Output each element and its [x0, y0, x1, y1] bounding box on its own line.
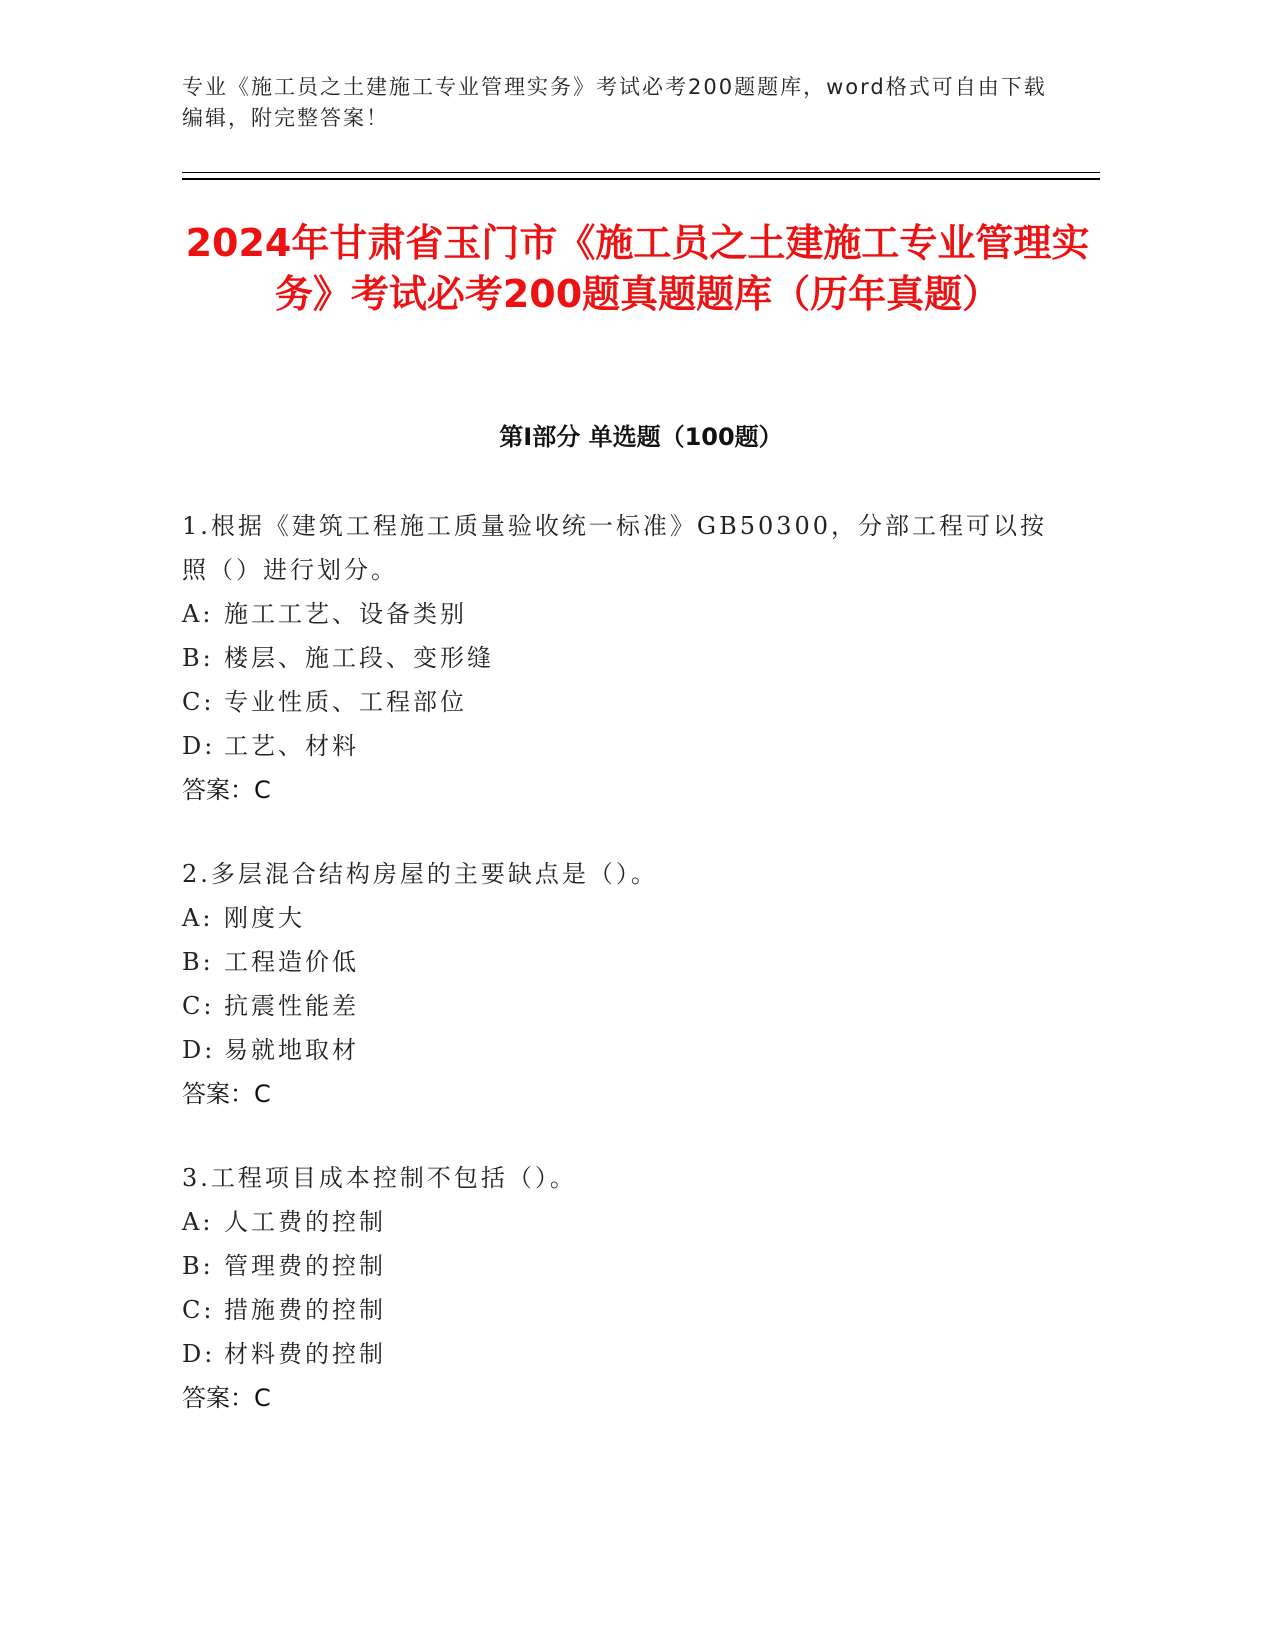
- option-letter: C:: [182, 1296, 215, 1324]
- question-block: [182, 504, 1062, 812]
- option-letter: A:: [182, 904, 214, 932]
- option-text: 易就地取材: [224, 1036, 359, 1064]
- answer-line: 答案：C: [182, 1080, 271, 1108]
- option-letter: A:: [182, 600, 214, 628]
- option-letter: C:: [182, 992, 215, 1020]
- option-d: [182, 724, 1062, 768]
- option-b: [182, 1244, 1062, 1288]
- question-stem: 2.多层混合结构房屋的主要缺点是（）。: [182, 860, 658, 888]
- option-text: 措施费的控制: [224, 1296, 386, 1324]
- section-title: 第I部分 单选题（100题）: [499, 423, 783, 451]
- document-title: 2024年甘肃省玉门市《施工员之土建施工专业管理实务》考试必考200题真题题库（历年真题）: [185, 221, 1090, 316]
- option-letter: B:: [182, 644, 214, 672]
- question-stem: 1.根据《建筑工程施工质量验收统一标准》GB50300，分部工程可以按照（）进行划分。: [182, 512, 1048, 584]
- option-a: [182, 896, 1062, 940]
- header-divider-thick: [182, 178, 1100, 180]
- option-d: [182, 1332, 1062, 1376]
- option-letter: C:: [182, 688, 215, 716]
- option-text: 工艺、材料: [224, 732, 359, 760]
- option-letter: B:: [182, 948, 214, 976]
- option-b: [182, 636, 1062, 680]
- option-a: [182, 1200, 1062, 1244]
- option-c: [182, 680, 1062, 724]
- option-a: [182, 592, 1062, 636]
- answer-line: 答案：C: [182, 776, 271, 804]
- option-letter: D:: [182, 1036, 216, 1064]
- option-text: 刚度大: [224, 904, 305, 932]
- option-text: 抗震性能差: [224, 992, 359, 1020]
- option-b: [182, 940, 1062, 984]
- option-letter: A:: [182, 1208, 214, 1236]
- option-text: 工程造价低: [224, 948, 359, 976]
- option-text: 人工费的控制: [224, 1208, 386, 1236]
- option-text: 专业性质、工程部位: [224, 688, 467, 716]
- option-text: 施工工艺、设备类别: [224, 600, 467, 628]
- option-d: [182, 1028, 1062, 1072]
- question-block: [182, 852, 1062, 1116]
- option-text: 管理费的控制: [224, 1252, 386, 1280]
- header-divider-thin: [182, 172, 1100, 173]
- answer-line: 答案：C: [182, 1384, 271, 1412]
- question-stem: 3.工程项目成本控制不包括（）。: [182, 1164, 577, 1192]
- option-text: 楼层、施工段、变形缝: [224, 644, 494, 672]
- option-letter: B:: [182, 1252, 214, 1280]
- option-letter: D:: [182, 732, 216, 760]
- option-letter: D:: [182, 1340, 216, 1368]
- question-block: [182, 1156, 1062, 1420]
- option-text: 材料费的控制: [224, 1340, 386, 1368]
- option-c: [182, 984, 1062, 1028]
- header-note: 专业《施工员之土建施工专业管理实务》考试必考200题题库，word格式可自由下载编辑，附完整答案！: [182, 75, 1047, 130]
- option-c: [182, 1288, 1062, 1332]
